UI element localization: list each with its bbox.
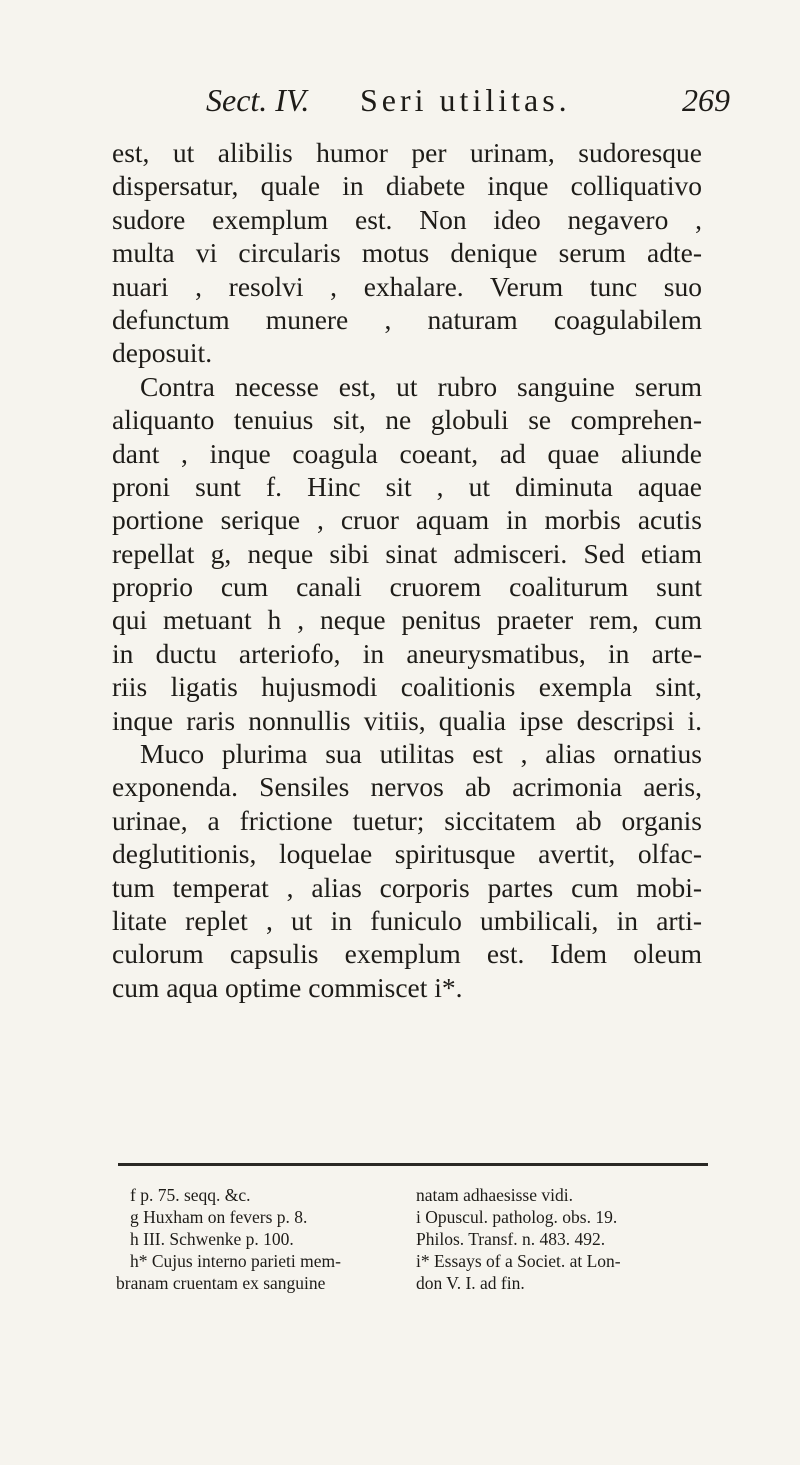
- body-line: tum temperat , alias corporis partes cum mobi-: [112, 871, 702, 903]
- page-number: 269: [682, 82, 730, 118]
- body-line: portione serique , cruor aquam in morbis acutis: [112, 504, 702, 536]
- footnote: branam cruentam ex sanguine: [116, 1273, 326, 1293]
- body-line: est, ut alibilis humor per urinam, sudoresque: [112, 137, 702, 168]
- footnote: Philos. Transf. n. 483. 492.: [416, 1229, 606, 1249]
- footnote: don V. I. ad fin.: [416, 1273, 525, 1293]
- footnote: g Huxham on fevers p. 8.: [130, 1207, 308, 1227]
- body-line: repellat g, neque sibi sinat admisceri. Sed etiam: [112, 537, 702, 569]
- body-line: aliquanto tenuius sit, ne globuli se comprehen-: [112, 404, 702, 436]
- body-line: litate replet , ut in funiculo umbilicali, in arti-: [112, 904, 702, 936]
- body-line: Muco plurima sua utilitas est , alias ornatius: [140, 738, 702, 770]
- footnote: i* Essays of a Societ. at Lon-: [416, 1251, 621, 1271]
- body-line: inque raris nonnullis vitiis, qualia ipse descripsi i.: [112, 704, 702, 736]
- footnotes-left-column: [116, 1184, 416, 1294]
- footnotes-right-column: [416, 1184, 716, 1294]
- body-text: [112, 136, 702, 1004]
- footnote: h III. Schwenke p. 100.: [130, 1229, 294, 1249]
- footnote-divider: [118, 1163, 708, 1166]
- body-line: dispersatur, quale in diabete inque colliquativo: [112, 170, 702, 202]
- body-line: culorum capsulis exemplum est. Idem oleum: [112, 938, 702, 970]
- body-line: urinae, a frictione tuetur; siccitatem ab organis: [112, 804, 702, 836]
- body-line: proprio cum canali cruorem coaliturum sunt: [112, 571, 702, 603]
- footnote: natam adhaesisse vidi.: [416, 1185, 573, 1205]
- body-line: dant , inque coagula coeant, ad quae aliunde: [112, 437, 702, 469]
- body-line: sudore exemplum est. Non ideo negavero ,: [112, 203, 702, 235]
- body-line: multa vi circularis motus denique serum adte-: [112, 237, 702, 269]
- running-header: [200, 80, 730, 128]
- body-line: nuari , resolvi , exhalare. Verum tunc suo: [112, 270, 702, 302]
- body-line: deposuit.: [112, 337, 213, 369]
- body-line: exponenda. Sensiles nervos ab acrimonia aeris,: [112, 771, 702, 803]
- section-label: Sect. IV.: [206, 82, 310, 118]
- footnote: h* Cujus interno parieti mem-: [130, 1251, 341, 1271]
- body-line: in ductu arteriofo, in aneurysmatibus, in arte-: [112, 637, 702, 669]
- footnote: f p. 75. seqq. &c.: [130, 1185, 251, 1205]
- body-line: riis ligatis hujusmodi coalitionis exempla sint,: [112, 671, 702, 703]
- body-line: qui metuant h , neque penitus praeter rem, cum: [112, 604, 702, 636]
- footnote: i Opuscul. patholog. obs. 19.: [416, 1207, 618, 1227]
- body-line: cum aqua optime commiscet i*.: [112, 971, 463, 1003]
- body-line: proni sunt f. Hinc sit , ut diminuta aquae: [112, 470, 702, 502]
- body-line: Contra necesse est, ut rubro sanguine serum: [140, 370, 702, 402]
- running-title: Seri utilitas.: [360, 82, 571, 118]
- body-line: defunctum munere , naturam coagulabilem: [112, 303, 702, 335]
- body-line: deglutitionis, loquelae spiritusque avertit, olfac-: [112, 838, 702, 870]
